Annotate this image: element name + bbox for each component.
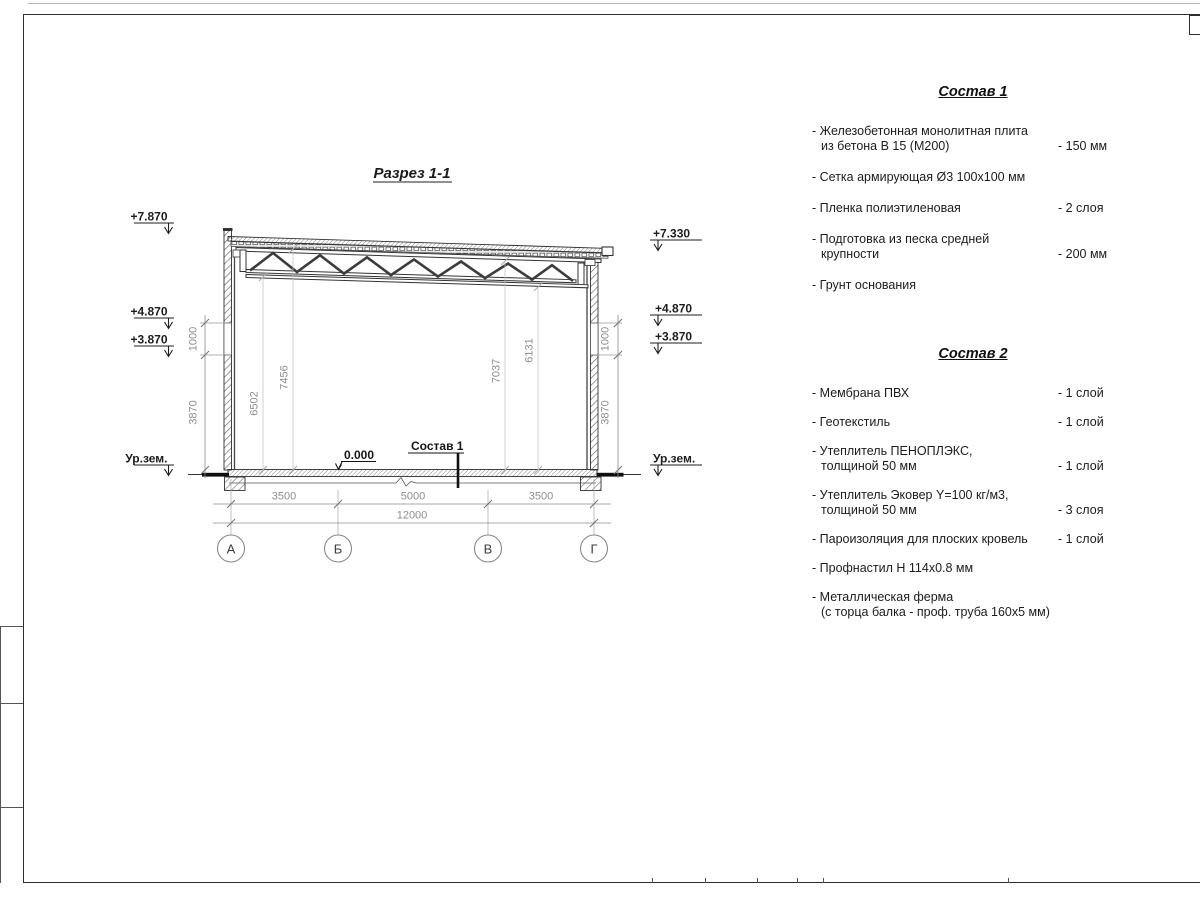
composition-item (812, 444, 1134, 474)
floor-slab (228, 470, 597, 477)
item-line1: - Грунт основания (812, 278, 917, 292)
dim-label: 1000 (187, 326, 200, 352)
elevation-symbol (650, 343, 702, 354)
elevation-label: +4.870 (655, 301, 693, 316)
item-line2: (с торца балка - проф. труба 160х5 мм) (821, 605, 1050, 619)
elevation-label: +3.870 (130, 332, 168, 347)
composition-item (812, 278, 1134, 293)
foundation-left (225, 477, 246, 491)
dimensions-left (188, 315, 227, 478)
border-tick (705, 878, 706, 883)
dimensions-bottom (213, 479, 611, 535)
item-line1: - Профнастил Н 114х0.8 мм (812, 561, 974, 575)
elevation-label: +3.870 (655, 329, 693, 344)
elevation-symbol (134, 318, 174, 329)
left-parapet-cap (223, 228, 233, 231)
item-value: - 1 слой (1058, 532, 1104, 546)
item-line1: - Пароизоляция для плоских кровель (812, 532, 1028, 546)
item-line1: - Подготовка из песка средней (812, 232, 990, 246)
axis-extension-lines (231, 479, 594, 535)
truss-left-post (240, 250, 246, 272)
dim-label: 5000 (400, 490, 426, 503)
dim-label: 6502 (248, 391, 261, 416)
zero-level-label: 0.000 (344, 448, 375, 462)
composition-item (812, 415, 1134, 430)
left-wall-band (224, 323, 232, 355)
dim-label: 7037 (490, 358, 503, 384)
margin-divider (0, 807, 23, 808)
elevation-symbol (650, 240, 702, 251)
sheet-left-edge (0, 626, 1, 883)
item-line2: из бетона В 15 (М200) (821, 139, 950, 153)
item-line2: толщиной 50 мм (821, 459, 917, 473)
zero-level-leader (339, 462, 377, 470)
item-line2: толщиной 50 мм (821, 503, 917, 517)
axis-label: Г (590, 541, 598, 557)
item-line1: - Пленка полиэтиленовая (812, 201, 961, 215)
roof-end-cap (602, 247, 613, 256)
ground-bar-left (202, 473, 229, 477)
elevation-marks-left (125, 210, 174, 476)
composition-item (812, 232, 1134, 262)
elevation-label: +7.330 (653, 226, 691, 241)
composition-2-block (812, 346, 1134, 634)
elevation-symbol (650, 465, 702, 476)
section-title: Разрез 1-1 (373, 165, 451, 182)
composition-item (812, 386, 1134, 401)
ground-bar-right (597, 473, 624, 477)
composition-2-title: Состав 2 (938, 346, 1008, 362)
item-line1: - Сетка армирующая Ø3 100х100 мм (812, 170, 1026, 184)
elevation-label: +7.870 (130, 209, 168, 224)
item-value: - 150 мм (1058, 139, 1108, 153)
elevation-symbol (134, 346, 174, 357)
dim-label: 3500 (528, 490, 554, 503)
item-line2: крупности (821, 247, 880, 261)
dimensions-right (597, 315, 622, 478)
dim-label: 6131 (523, 338, 536, 363)
elevation-symbol (134, 223, 174, 234)
axis-label: В (483, 541, 493, 557)
composition-item (812, 590, 1134, 620)
item-line1: - Мембрана ПВХ (812, 386, 910, 400)
item-value: - 200 мм (1058, 247, 1108, 261)
border-tick (757, 878, 758, 883)
item-line1: - Утеплитель ПЕНОПЛЭКС, (812, 444, 973, 458)
item-value: - 1 слой (1058, 386, 1104, 400)
title-block-corner (1189, 15, 1200, 35)
elevation-symbol (650, 315, 702, 326)
elevation-marks-right (650, 227, 702, 476)
elevation-label: Ур.зем. (125, 451, 168, 466)
item-value: - 1 слой (1058, 459, 1104, 473)
item-value: - 3 слоя (1058, 503, 1104, 517)
elevation-label: +4.870 (130, 304, 168, 319)
composition-1-title: Состав 1 (938, 84, 1008, 100)
composition-item (812, 488, 1134, 518)
right-wall (591, 259, 599, 470)
composition-1-block (812, 84, 1134, 309)
dim-label: 3870 (599, 400, 612, 425)
floor-callout-label: Состав 1 (411, 439, 464, 453)
border-tick (797, 878, 798, 883)
dim-label: 3870 (187, 400, 200, 425)
foundation-right (581, 477, 602, 491)
dim-label: 3500 (271, 490, 297, 503)
break-symbol (388, 478, 416, 487)
axis-label: Б (333, 541, 343, 557)
right-bearing (585, 260, 595, 266)
dim-label: 12000 (396, 509, 428, 522)
margin-divider (0, 703, 23, 704)
item-value: - 1 слой (1058, 415, 1104, 429)
right-wall-band (591, 323, 599, 355)
item-line1: - Металлическая ферма (812, 590, 954, 604)
section-drawing (0, 0, 760, 640)
item-value: - 2 слоя (1058, 201, 1104, 215)
dim-label: 1000 (599, 326, 612, 352)
elevation-label: Ур.зем. (653, 451, 696, 466)
composition-item (812, 170, 1134, 185)
composition-item (812, 561, 1134, 576)
border-tick (823, 878, 824, 883)
extension-lines (200, 323, 226, 355)
item-line1: - Геотекстиль (812, 415, 891, 429)
dim-label: 7456 (278, 365, 291, 390)
composition-item (812, 201, 1134, 216)
border-tick (652, 878, 653, 883)
axis-bubbles (218, 535, 608, 562)
item-line1: - Утеплитель Эковер Y=100 кг/м3, (812, 488, 1009, 502)
border-tick (1008, 878, 1009, 883)
elevation-symbol (134, 465, 174, 476)
axis-label: А (226, 541, 236, 557)
composition-item (812, 532, 1134, 547)
composition-item (812, 124, 1134, 154)
truss-right-post (578, 263, 584, 285)
item-line1: - Железобетонная монолитная плита (812, 124, 1028, 138)
